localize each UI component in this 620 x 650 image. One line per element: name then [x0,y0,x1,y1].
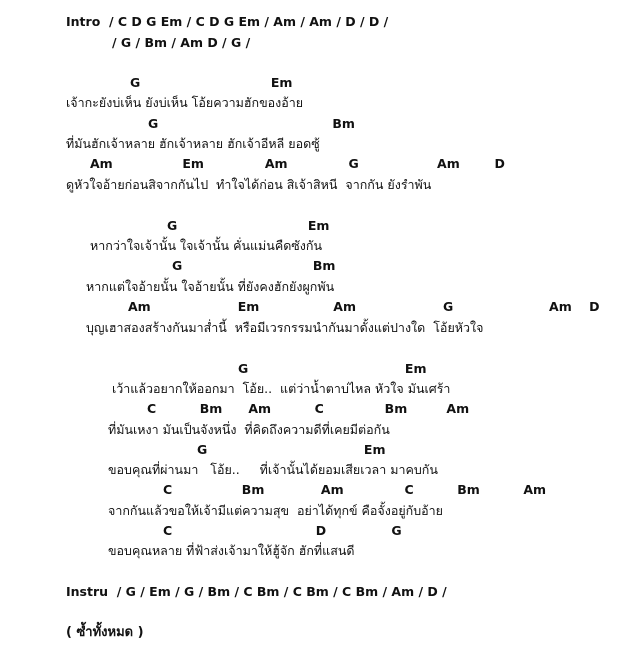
chorus-chords-2: C Bm Am C Bm Am [147,401,470,416]
verse1-chords-3: Am Em Am G Am D [90,156,505,171]
instrumental-line: Instru / G / Em / G / Bm / C Bm / C Bm / C Bm / Am / D / [66,584,447,599]
verse2-chords-3: Am Em Am G Am D [128,299,600,314]
intro-line-2: / G / Bm / Am D / G / [112,35,251,50]
verse2-chords-1: G Em [167,218,330,233]
chorus-chords-3: G Em [197,442,386,457]
verse1-lyric-3: ดูหัวใจอ้ายก่อนสิจากกันไป ทำใจได้ก่อน สิเจ้าสิหนี จากกัน ยังรำพัน [66,177,432,192]
chorus-lyric-1: เว้าแล้วอยากให้ออกมา โอ้ย.. แต่ว่าน้ำตาบ่ไหล หัวใจ มันเศร้า [112,381,451,396]
chorus-lyric-4: จากกันแล้วขอให้เจ้ามีแต่ความสุข อย่าได้ทุกข์ คือจั้งอยู่กับอ้าย [108,503,444,518]
chorus-lyric-2: ที่มันเหงา มันเป็นจังหนึ่ง ที่คิดถึงความดีที่เคยมีต่อกัน [108,422,390,437]
chorus-chords-4: C Bm Am C Bm Am [163,482,547,497]
intro-line-1: Intro / C D G Em / C D G Em / Am / Am / D / D / [66,14,389,29]
verse2-lyric-2: หากแต่ใจอ้ายนั้น ใจอ้ายนั้น ที่ยังคงฮักยังผูกพัน [86,279,335,294]
verse1-chords-1: G Em [130,75,293,90]
repeat-note: ( ซ้ำทั้งหมด ) [66,625,144,640]
verse2-lyric-1: หากว่าใจเจ้านั้น ใจเจ้านั้น คั่นแม่นคืดซังกัน [90,238,323,253]
verse1-chords-2: G Bm [148,116,355,131]
chorus-lyric-5: ขอบคุณหลาย ที่ฟ้าส่งเจ้ามาให้ฮู้จัก ฮักที่แสนดี [108,543,355,558]
verse1-lyric-1: เจ้ากะยังบ่เห็น ยังบ่เห็น โอ้ยความฮักของอ้าย [66,95,304,110]
verse2-chords-2: G Bm [172,258,336,273]
verse1-lyric-2: ที่มันฮักเจ้าหลาย ฮักเจ้าหลาย ฮักเจ้าอีหลี ยอดซู้ [66,136,320,151]
verse2-lyric-3: บุญเฮาสองสร้างกันมาส่ำนี้ หรือมีเวรกรรมนำกันมาดั้งแต่ปางใด โอ้ยหัวใจ [86,320,484,335]
chorus-chords-1: G Em [238,361,427,376]
chorus-lyric-3: ขอบคุณที่ผ่านมา โอ้ย.. ที่เจ้านั้นได้ยอมเสียเวลา มาคบกัน [108,462,438,477]
chorus-chords-5: C D G [163,523,402,538]
